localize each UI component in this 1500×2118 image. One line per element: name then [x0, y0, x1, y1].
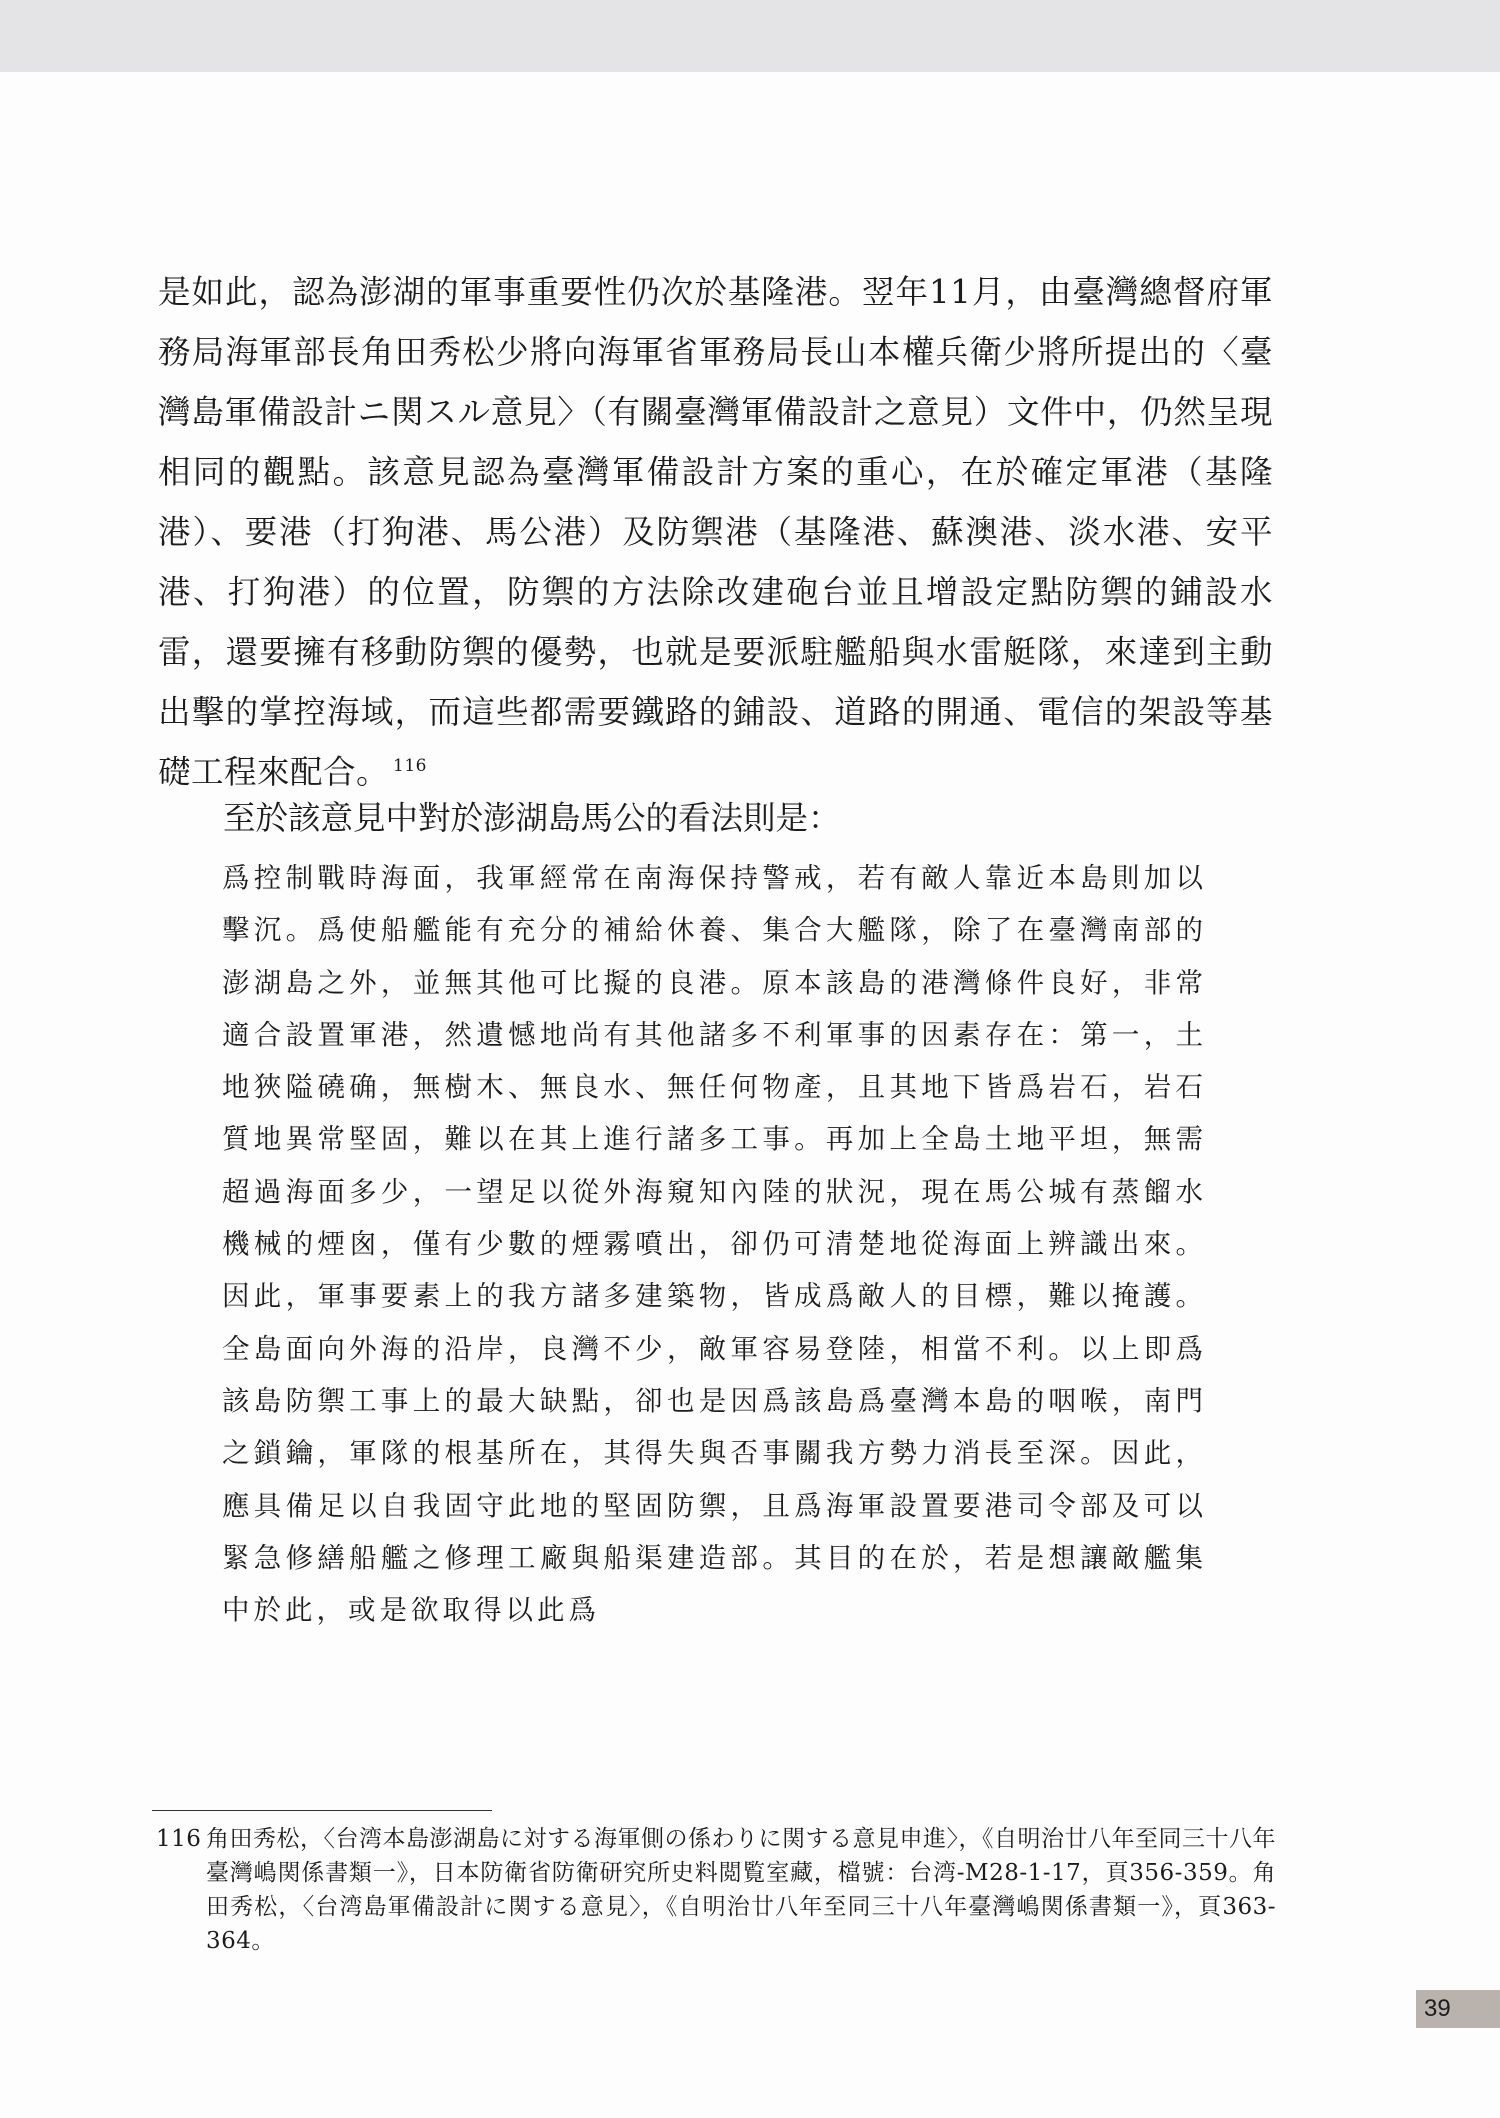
scan-margin	[0, 0, 1500, 72]
body-paragraph	[158, 262, 1273, 802]
footnote	[156, 1822, 1276, 1958]
footnote-text: 角田秀松，〈台湾本島澎湖島に対する海軍側の係わりに関する意見申進〉，《自明治廿八年至同三十八年臺灣嶋関係書類一》，日本防衛省防衛研究所史料閲覧室藏，檔號：台湾-M28-1-17，頁356-359。角田秀松，〈台湾島軍備設計に関する意見〉，《自明治廿八年至同三十八年臺灣嶋関係書類一》，頁363-364。	[206, 1826, 1276, 1954]
footnote-divider	[152, 1810, 492, 1811]
body-paragraph-text: 是如此，認為澎湖的軍事重要性仍次於基隆港。翌年11月，由臺灣總督府軍務局海軍部長角田秀松少將向海軍省軍務局長山本權兵衛少將所提出的〈臺灣島軍備設計ニ関スル意見〉（有關臺灣軍備設計之意見）文件中，仍然呈現相同的觀點。該意見認為臺灣軍備設計方案的重心，在於確定軍港（基隆港）、要港（打狗港、馬公港）及防禦港（基隆港、蘇澳港、淡水港、安平港、打狗港）的位置，防禦的方法除改建砲台並且增設定點防禦的鋪設水雷，還要擁有移動防禦的優勢，也就是要派駐艦船與水雷艇隊，來達到主動出擊的掌控海域，而這些都需要鐵路的鋪設、道路的開通、電信的架設等基礎工程來配合。	[158, 273, 1273, 791]
footnote-reference[interactable]: 116	[393, 756, 427, 776]
page-number: 39	[1416, 1990, 1500, 2028]
footnote-number: 116	[156, 1826, 202, 1852]
quote-intro: 至於該意見中對於澎湖島馬公的看法則是：	[223, 799, 841, 837]
block-quote: 爲控制戰時海面，我軍經常在南海保持警戒，若有敵人靠近本島則加以擊沉。爲使船艦能有充分的補給休養、集合大艦隊，除了在臺灣南部的澎湖島之外，並無其他可比擬的良港。原本該島的港灣條件良好，非常適合設置軍港，然遺憾地尚有其他諸多不利軍事的因素存在：第一，土地狹隘磽确，無樹木、無良水、無任何物產，且其地下皆爲岩石，岩石質地異常堅固，難以在其上進行諸多工事。再加上全島土地平坦，無需超過海面多少，一望足以從外海窺知內陸的狀況，現在馬公城有蒸餾水機械的煙囪，僅有少數的煙霧噴出，卻仍可清楚地從海面上辨識出來。因此，軍事要素上的我方諸多建築物，皆成爲敵人的目標，難以掩護。全島面向外海的沿岸，良灣不少，敵軍容易登陸，相當不利。以上即爲該島防禦工事上的最大缺點，卻也是因爲該島爲臺灣本島的咽喉，南門之鎖鑰，軍隊的根基所在，其得失與否事關我方勢力消長至深。因此，應具備足以自我固守此地的堅固防禦，且爲海軍設置要港司令部及可以緊急修繕船艦之修理工廠與船渠建造部。其目的在於，若是想讓敵艦集中於此，或是欲取得以此爲	[222, 862, 1207, 1627]
